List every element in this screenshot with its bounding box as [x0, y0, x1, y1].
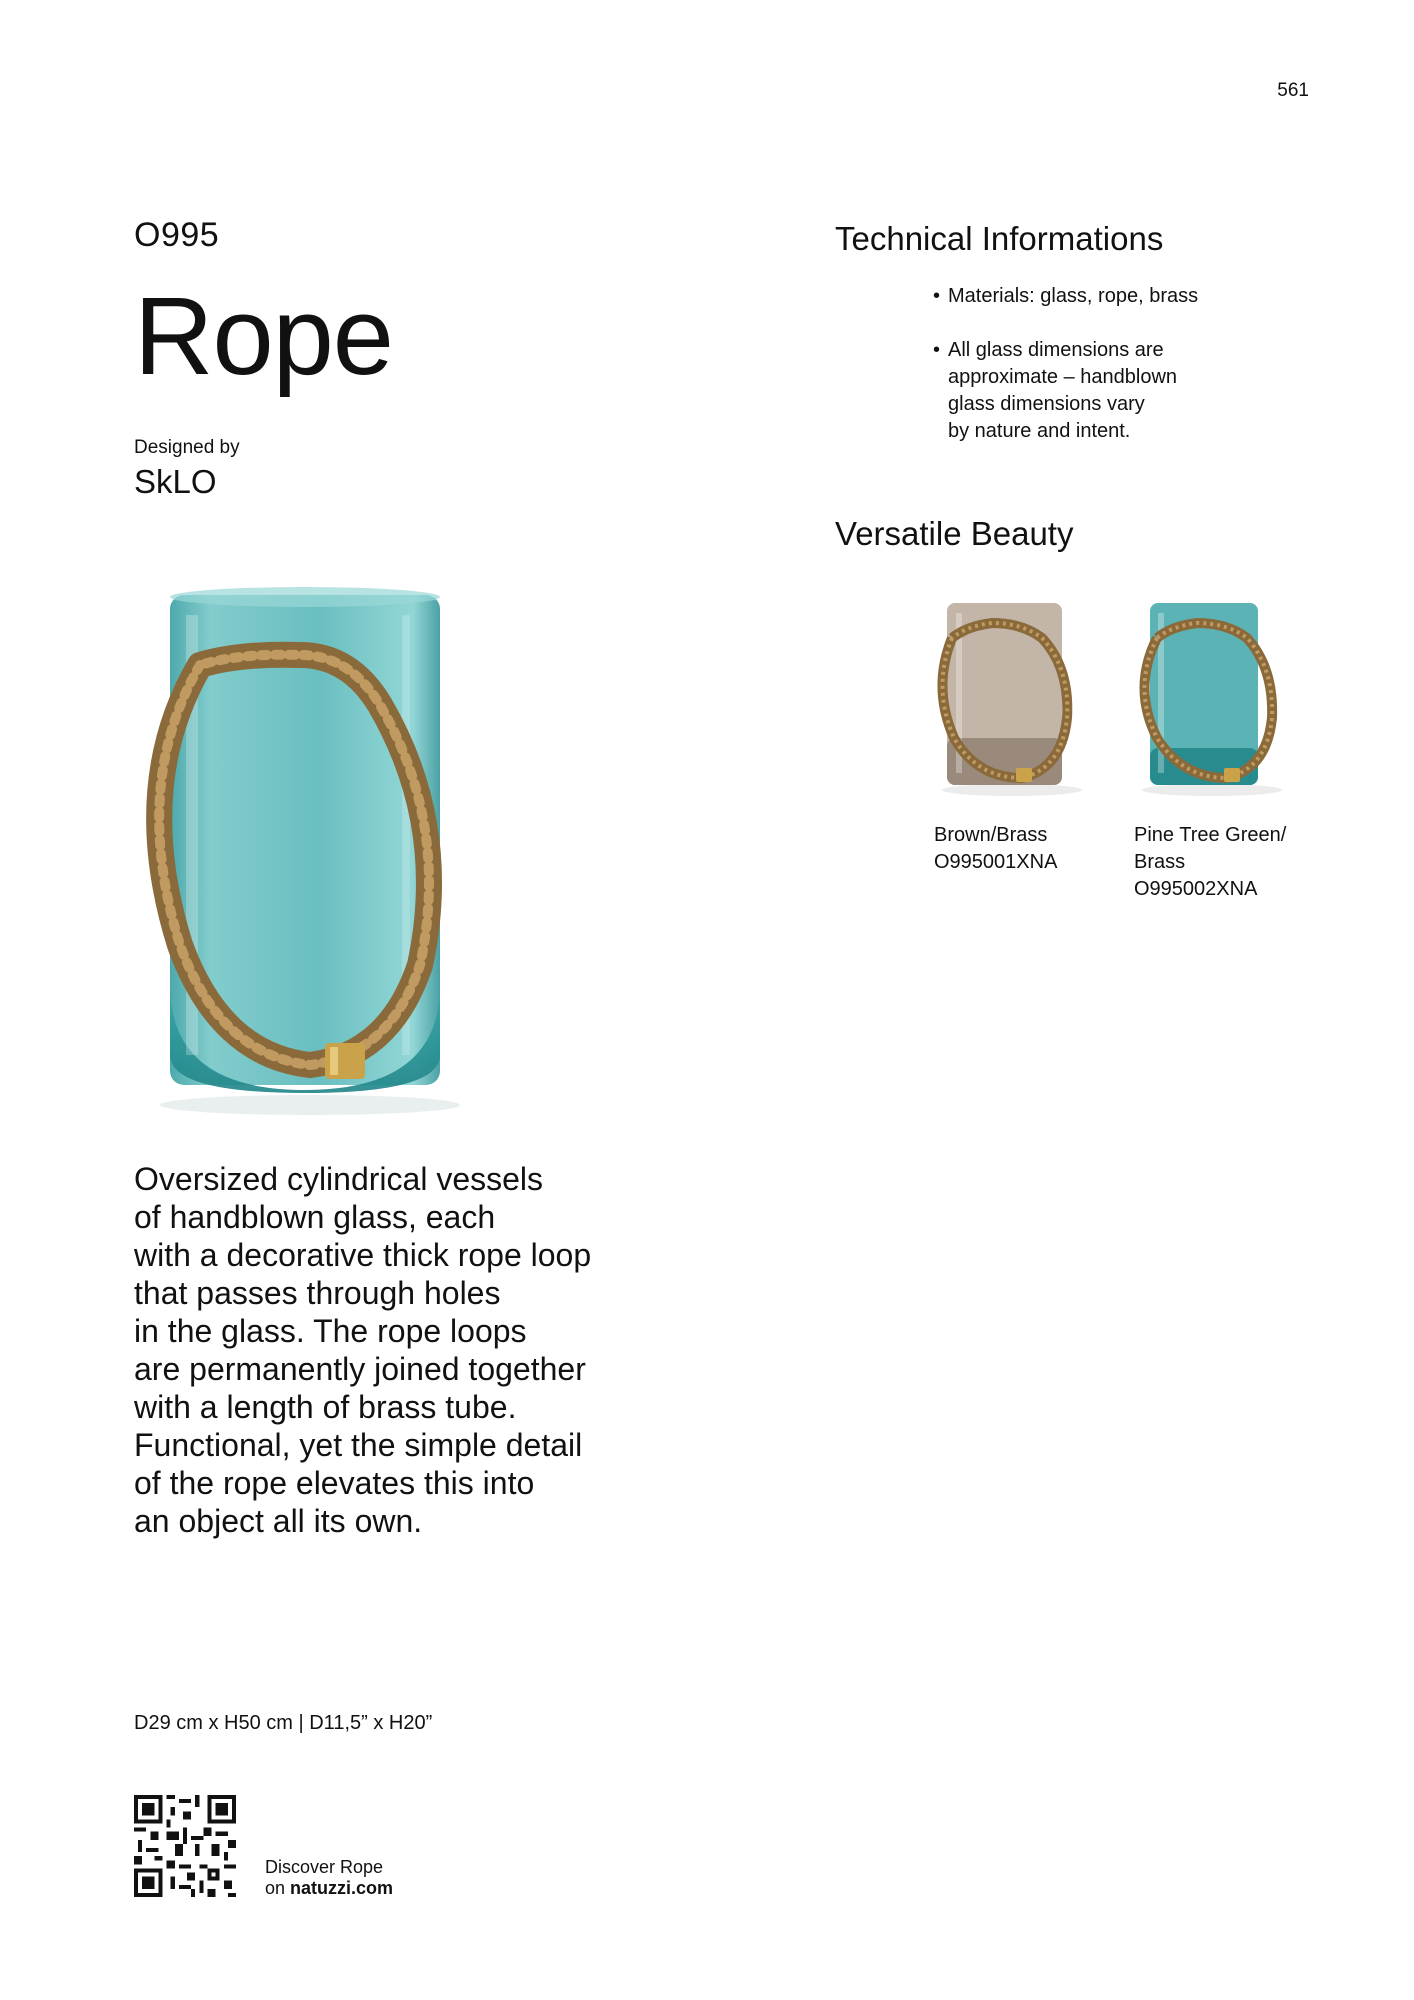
technical-info-list: [933, 283, 1263, 472]
variant-green-image[interactable]: [1132, 598, 1292, 798]
variant-green-label: [1134, 822, 1324, 903]
product-title: Rope: [134, 275, 393, 398]
tech-item: • All glass dimensions are approximate – handblown glass dimensions vary by nature and intent.: [933, 337, 1263, 445]
variant-code: O995002XNA: [1134, 878, 1258, 900]
product-description: Oversized cylindrical vessels of handblown glass, each with a decorative thick rope loop that passes through holes in the glass. The rope loops are permanently joined together with a length of brass tube. Functional, yet the simple detail of the rope elevates this into an object all its own.: [134, 1161, 592, 1539]
page-number: 561: [1277, 80, 1309, 101]
designer-name: SkLO: [134, 463, 217, 500]
variant-brown-label: [934, 822, 1124, 876]
discover-line-1: Discover Rope: [265, 1857, 384, 1877]
versatile-beauty-heading: Versatile Beauty: [835, 515, 1074, 552]
product-dimensions: D29 cm x H50 cm | D11,5” x H20”: [134, 1712, 433, 1734]
variant-name: Pine Tree Green/ Brass: [1134, 824, 1287, 873]
product-hero-image: [140, 585, 500, 1120]
variant-name: Brown/Brass: [934, 824, 1048, 846]
designed-by-label: Designed by: [134, 437, 240, 458]
variant-code: O995001XNA: [934, 851, 1058, 873]
variant-brown-image[interactable]: [932, 598, 1092, 798]
natuzzi-link[interactable]: natuzzi.com: [290, 1878, 394, 1898]
qr-code-icon[interactable]: [134, 1795, 236, 1897]
discover-link[interactable]: [265, 1857, 393, 1899]
tech-item: • Materials: glass, rope, brass: [933, 283, 1263, 310]
discover-line-2: on natuzzi.com: [265, 1878, 394, 1898]
technical-info-heading: Technical Informations: [835, 220, 1164, 257]
product-code: O995: [134, 216, 220, 254]
